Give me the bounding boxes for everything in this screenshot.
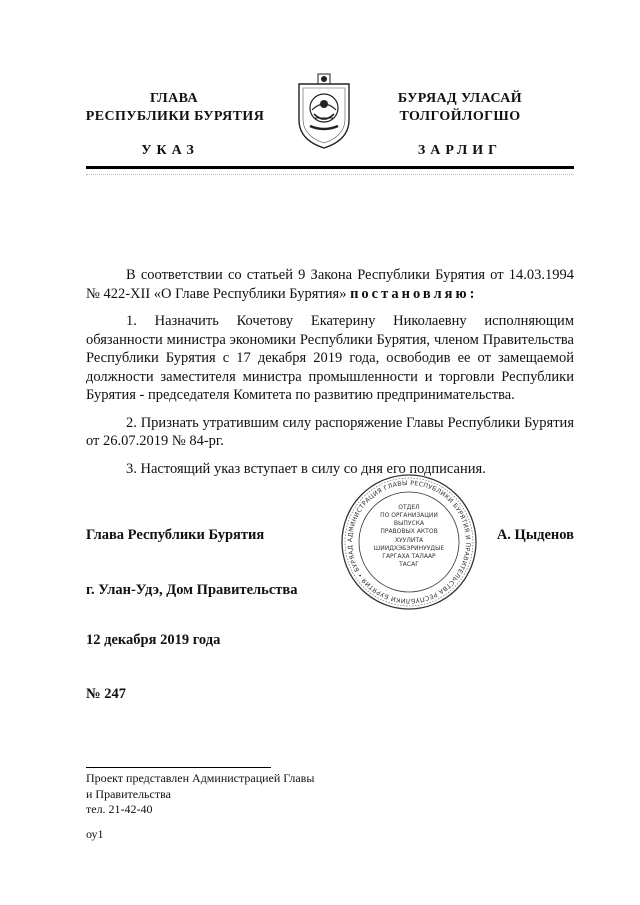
footer-line2: и Правительства <box>86 786 171 801</box>
stamp-line4: ПРАВОВЫХ АКТОВ <box>380 528 438 535</box>
right-doc-type: ЗАРЛИГ <box>417 143 503 158</box>
footer-rule <box>86 767 271 768</box>
date: 12 декабря 2019 года <box>86 632 221 648</box>
header-rule-dotted <box>86 174 574 175</box>
stamp-line1: ОТДЕЛ <box>398 504 420 511</box>
right-header-line2: ТОЛГОЙЛОГШО <box>399 109 521 124</box>
header-rule-thick <box>86 166 574 169</box>
left-doc-type: УКАЗ <box>141 143 199 158</box>
signatory-position: Глава Республики Бурятия <box>86 527 265 543</box>
footer-code: оу1 <box>86 826 104 841</box>
footer-line1: Проект представлен Администрацией Главы <box>86 771 315 785</box>
official-stamp <box>340 473 478 611</box>
stamp-line7: ГАРГАХА ТАЛААР <box>382 553 436 560</box>
right-header-line1: БУРЯАД УЛАСАЙ <box>397 91 523 106</box>
stamp-line2: ПО ОРГАНИЗАЦИИ <box>380 512 438 519</box>
decree-body <box>86 266 574 487</box>
place: г. Улан-Удэ, Дом Правительства <box>86 582 298 598</box>
stamp-line5: ХУУЛИТА <box>394 537 424 544</box>
item-3: 3. Настоящий указ вступает в силу со дня его подписания. <box>126 460 486 477</box>
item-2: 2. Признать утратившим силу распоряжение Главы Республики Бурятия от 26.07.2019 № 84-рг. <box>86 414 574 449</box>
decree-word: постановляю: <box>350 285 478 302</box>
preamble-text: В соответствии со статьей 9 Закона Республики Бурятия от 14.03.1994 № 422-XII «О Главе Республики Бурятия» <box>86 267 574 302</box>
stamp-line3: ВЫПУСКА <box>393 520 425 527</box>
left-header-line1: ГЛАВА <box>150 91 198 106</box>
stamp-line8: ТАСАГ <box>399 561 419 568</box>
preamble <box>86 266 574 303</box>
left-header-line2: РЕСПУБЛИКИ БУРЯТИЯ <box>85 109 265 124</box>
signatory-name: А. Цыденов <box>496 527 574 543</box>
stamp-ring-text: АДМИНИСТРАЦИЯ ГЛАВЫ РЕСПУБЛИКИ БУРЯТИЯ И ПРАВИТЕЛЬСТВА РЕСПУБЛИКИ БУРЯТИЯ • БУРЯАД <box>346 479 472 605</box>
stamp-line6: ШИИДХЭБЭРИНУУДЫЕ <box>373 545 445 552</box>
footer-line3: тел. 21-42-40 <box>86 802 153 816</box>
footer-note <box>86 771 386 842</box>
coat-of-arms-icon <box>295 70 353 150</box>
document-number: № 247 <box>86 686 126 702</box>
item-1: 1. Назначить Кочетову Екатерину Николаевну исполняющим обязанности министра экономики Республики Бурятия, членом Правительства Республики Бурятия с 17 декабря 2019 года, освободив ее от замещаемой должности заместителя министра промышленности и торговли Республики Бурятия - председателя Комитета по развитию предпринимательства. <box>86 313 574 403</box>
